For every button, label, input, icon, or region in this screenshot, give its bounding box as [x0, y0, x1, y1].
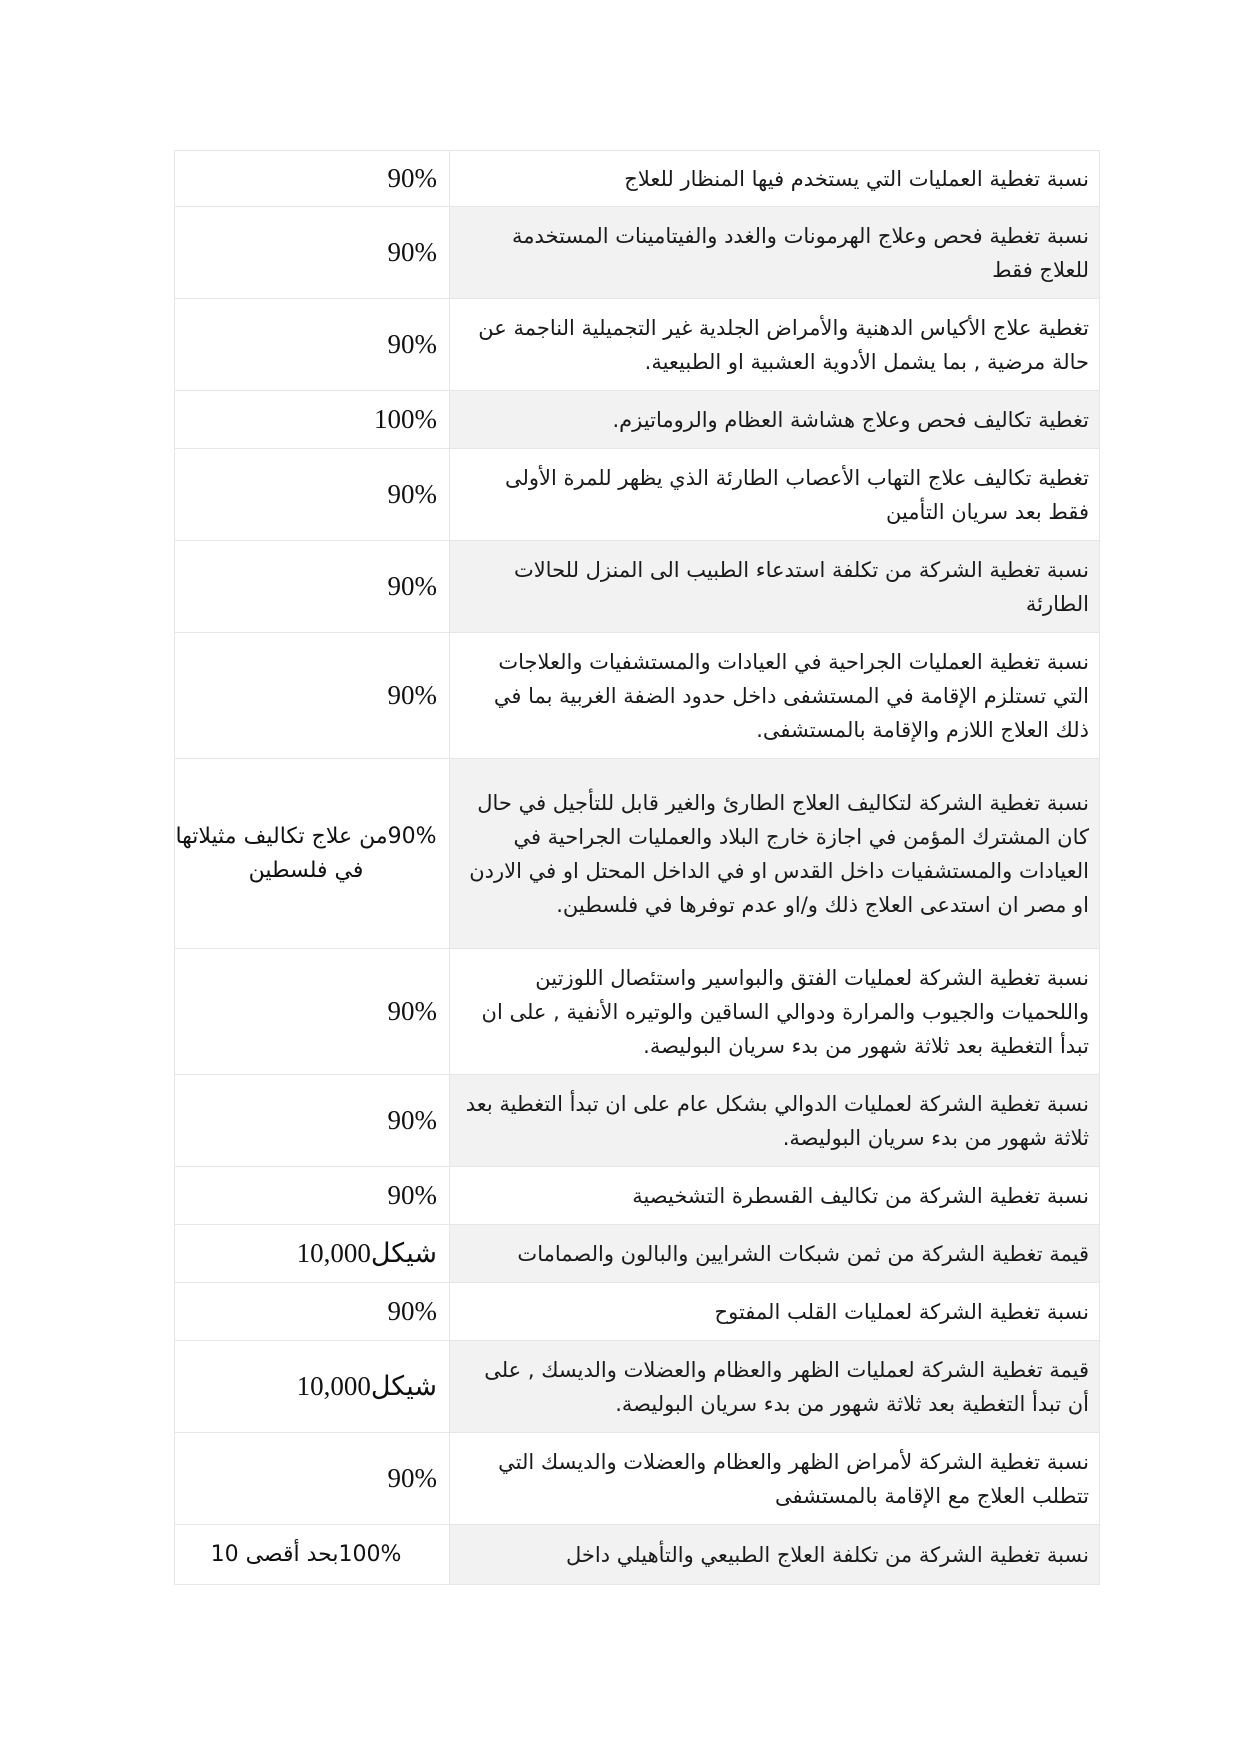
coverage-value: 90% — [175, 1433, 450, 1525]
coverage-value: 90% — [175, 541, 450, 633]
table-row — [175, 1341, 1100, 1433]
coverage-value: 100%بحد أقصى 10 — [175, 1525, 450, 1585]
table-row — [175, 391, 1100, 449]
coverage-value: 90% — [175, 1075, 450, 1167]
coverage-description: نسبة تغطية الشركة لتكاليف العلاج الطارئ والغير قابل للتأجيل في حال كان المشترك المؤمن في اجازة خارج البلاد والعمليات الجراحية في العيادات والمستشفيات داخل القدس او في الداخل المحتل او في الاردن او مصر ان استدعى العلاج ذلك و/او عدم توفرها في فلسطين. — [450, 759, 1100, 949]
coverage-description: نسبة تغطية الشركة لعمليات الفتق والبواسير واستئصال اللوزتين واللحميات والجيوب والمرارة ودوالي الساقين والوتيره الأنفية , على ان تبدأ التغطية بعد ثلاثة شهور من بدء سريان البوليصة. — [450, 949, 1100, 1075]
table-row — [175, 1283, 1100, 1341]
coverage-description: قيمة تغطية الشركة من ثمن شبكات الشرايين والبالون والصمامات — [450, 1225, 1100, 1283]
coverage-value: 10,000شيكل — [175, 1225, 450, 1283]
table-row — [175, 633, 1100, 759]
coverage-description: نسبة تغطية الشركة من تكاليف القسطرة التشخيصية — [450, 1167, 1100, 1225]
coverage-value: 90%من علاج تكاليف مثيلاتها في فلسطين — [175, 759, 450, 949]
coverage-value: 90% — [175, 207, 450, 299]
table-row — [175, 449, 1100, 541]
coverage-value: 10,000شيكل — [175, 1341, 450, 1433]
coverage-description: تغطية تكاليف فحص وعلاج هشاشة العظام والروماتيزم. — [450, 391, 1100, 449]
coverage-description: نسبة تغطية الشركة لأمراض الظهر والعظام والعضلات والديسك التي تتطلب العلاج مع الإقامة بالمستشفى — [450, 1433, 1100, 1525]
table-row — [175, 541, 1100, 633]
coverage-value: 100% — [175, 391, 450, 449]
coverage-description: نسبة تغطية فحص وعلاج الهرمونات والغدد والفيتامينات المستخدمة للعلاج فقط — [450, 207, 1100, 299]
table-row — [175, 151, 1100, 207]
coverage-description: تغطية علاج الأكياس الدهنية والأمراض الجلدية غير التجميلية الناجمة عن حالة مرضية , بما يشمل الأدوية العشبية او الطبيعية. — [450, 299, 1100, 391]
coverage-description: نسبة تغطية الشركة من تكلفة استدعاء الطبيب الى المنزل للحالات الطارئة — [450, 541, 1100, 633]
coverage-description: تغطية تكاليف علاج التهاب الأعصاب الطارئة الذي يظهر للمرة الأولى فقط بعد سريان التأمين — [450, 449, 1100, 541]
coverage-value: 90% — [175, 949, 450, 1075]
coverage-description: نسبة تغطية الشركة لعمليات الدوالي بشكل عام على ان تبدأ التغطية بعد ثلاثة شهور من بدء سريان البوليصة. — [450, 1075, 1100, 1167]
table-row — [175, 1433, 1100, 1525]
coverage-value: 90% — [175, 449, 450, 541]
coverage-description: نسبة تغطية الشركة من تكلفة العلاج الطبيعي والتأهيلي داخل — [450, 1525, 1100, 1585]
table-row — [175, 1167, 1100, 1225]
coverage-description: نسبة تغطية العمليات الجراحية في العيادات والمستشفيات والعلاجات التي تستلزم الإقامة في المستشفى داخل حدود الضفة الغربية بما في ذلك العلاج اللازم والإقامة بالمستشفى. — [450, 633, 1100, 759]
table-row — [175, 1525, 1100, 1585]
coverage-value: 90% — [175, 299, 450, 391]
table-row — [175, 1075, 1100, 1167]
coverage-value: 90% — [175, 633, 450, 759]
coverage-description: نسبة تغطية العمليات التي يستخدم فيها المنظار للعلاج — [450, 151, 1100, 207]
coverage-description: نسبة تغطية الشركة لعمليات القلب المفتوح — [450, 1283, 1100, 1341]
table-row — [175, 759, 1100, 949]
coverage-value: 90% — [175, 1283, 450, 1341]
coverage-value: 90% — [175, 151, 450, 207]
table-row — [175, 1225, 1100, 1283]
coverage-value: 90% — [175, 1167, 450, 1225]
table-row — [175, 299, 1100, 391]
table-row — [175, 949, 1100, 1075]
coverage-table — [174, 150, 1100, 1585]
table-row — [175, 207, 1100, 299]
coverage-description: قيمة تغطية الشركة لعمليات الظهر والعظام والعضلات والديسك , على أن تبدأ التغطية بعد ثلاثة شهور من بدء سريان البوليصة. — [450, 1341, 1100, 1433]
